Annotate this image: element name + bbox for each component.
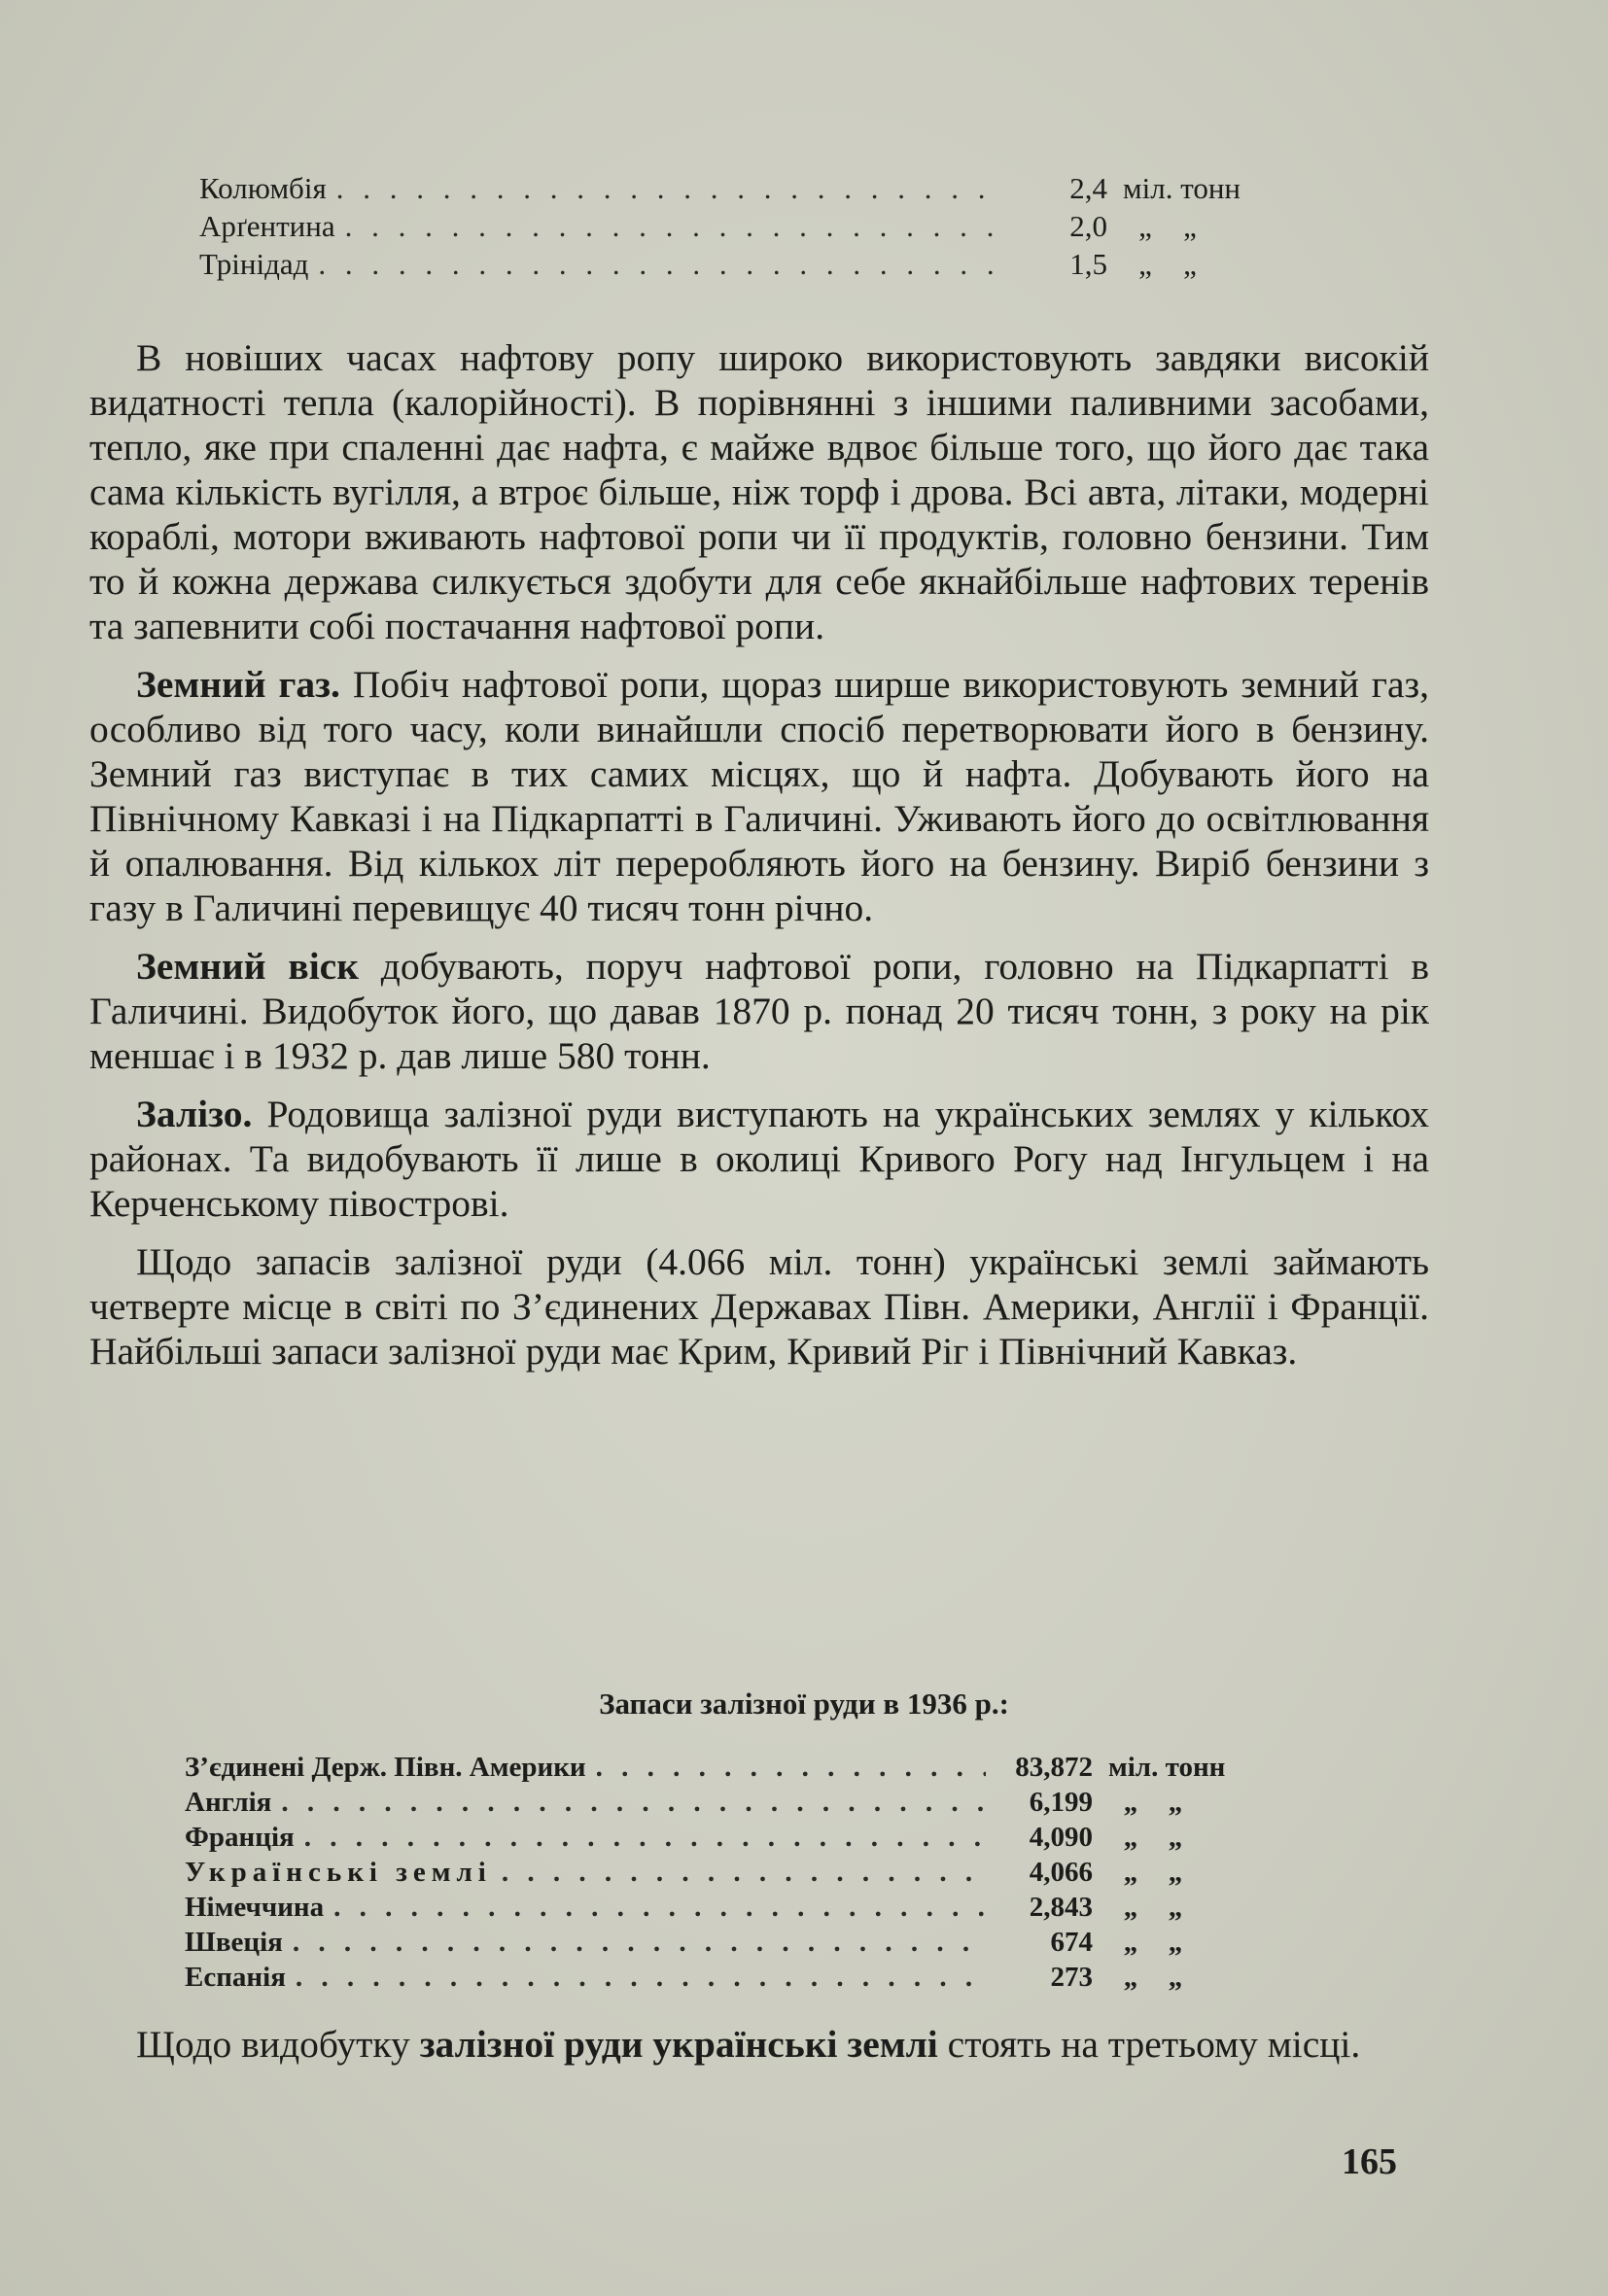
paragraph-iron: Залізо. Родовища залізної руди виступають на українських землях у кількох районах. Та видобувають її лише в околиці Кривого Рогу над Інгульцем і на Керченському півострові.	[89, 1093, 1430, 1225]
leader-dots	[286, 1962, 986, 1994]
leader-dots	[327, 171, 1000, 206]
bold-phrase: залізної руди українські землі	[419, 2023, 938, 2066]
leader-dots	[308, 247, 1000, 282]
production-value: 1,5	[1069, 247, 1107, 281]
reserve-value: 273	[1050, 1962, 1093, 1993]
ditto-marks: „ „	[1123, 1927, 1183, 1958]
country-name: Швеція	[185, 1927, 283, 1958]
reserve-value: 4,066	[1029, 1857, 1093, 1888]
table-row	[185, 1927, 1303, 1962]
paragraph-earth-wax: Земний віск добувають, поруч нафтової ропи, головно на Підкарпатті в Галичині. Видобуток його, що давав 1870 р. понад 20 тисяч тонн, з року на рік меншає і в 1932 р. дав лише 580 тонн.	[89, 945, 1429, 1077]
paragraph-heading: Залізо.	[136, 1093, 253, 1135]
oil-production-table	[199, 171, 1317, 285]
paragraph-heading: Земний віск	[136, 945, 359, 988]
paragraph-natural-gas: Земний газ. Побіч нафтової ропи, щораз ширше використовують земний газ, особливо від того часу, коли винайшли спосіб перетворювати його в бензину. Земний газ виступає в тих самих місцях, що й нафта. Добувають його на Північному Кавказі і на Підкарпатті в Галичині. Уживають його до освітлювання й опалювання. Від кількох літ переробляють його на бензину. Виріб бензини з газу в Галичині перевищує 40 тисяч тонн річно.	[89, 663, 1429, 929]
leader-dots	[335, 209, 1000, 244]
unit-label: міл. тонн	[1123, 171, 1241, 205]
reserve-value: 674	[1050, 1927, 1093, 1958]
country-name: Англія	[185, 1787, 272, 1818]
production-value: 2,4	[1069, 171, 1107, 205]
country-name: Німеччина	[185, 1892, 325, 1923]
table-row	[185, 1752, 1303, 1787]
country-name: Трінідад	[199, 247, 309, 281]
unit-label: міл. тонн	[1108, 1752, 1226, 1783]
table-row	[199, 171, 1317, 209]
leader-dots	[283, 1927, 986, 1959]
reserve-value: 4,090	[1029, 1822, 1093, 1853]
ditto-marks: „ „	[1138, 247, 1197, 281]
leader-dots	[586, 1752, 986, 1784]
table-row	[199, 209, 1317, 247]
country-name: Колюмбія	[199, 171, 327, 205]
table-row	[199, 247, 1317, 285]
reserve-value: 6,199	[1029, 1787, 1093, 1818]
table-row	[185, 1787, 1303, 1822]
leader-dots	[295, 1822, 986, 1854]
table-row	[185, 1892, 1303, 1927]
paragraph-oil: В новіших часах нафтову ропу широко використовують завдяки високій видатності тепла (калорійності). В порівнянні з іншими паливними засобами, тепло, яке при спаленні дає нафта, є майже вдвоє більше того, що його дає така сама кількість вугілля, а втроє більше, ніж торф і дрова. Всі авта, літаки, модерні кораблі, мотори вживають нафтової ропи чи її продуктів, головно бензини. Тим то й кожна держава силкується здобути для себе якнайбільше нафтових теренів та запевнити собі постачання нафтової ропи.	[89, 336, 1429, 647]
country-name: Арґентина	[199, 209, 335, 243]
ditto-marks: „ „	[1123, 1822, 1183, 1853]
leader-dots	[271, 1787, 986, 1819]
body-text	[89, 335, 1429, 1387]
country-name: З’єдинені Держ. Півн. Америки	[185, 1752, 586, 1783]
iron-table-title: Запаси залізної руди в 1936 р.:	[599, 1687, 1009, 1721]
ditto-marks: „ „	[1123, 1857, 1183, 1888]
production-value: 2,0	[1069, 209, 1107, 243]
ditto-marks: „ „	[1123, 1962, 1183, 1993]
leader-dots	[324, 1892, 986, 1924]
iron-reserves-table	[185, 1752, 1303, 1997]
paragraph-iron-reserves: Щодо запасів залізної руди (4.066 міл. тонн) українські землі займають четверте місце в світі по З’єдинених Державах Півн. Америки, Англії і Франції. Найбільші запаси залізної руди має Крим, Кривий Ріг і Північний Кавказ.	[89, 1240, 1429, 1373]
country-name: Франція	[185, 1822, 295, 1853]
reserve-value: 83,872	[1015, 1752, 1093, 1783]
ditto-marks: „ „	[1138, 209, 1197, 243]
table-row	[185, 1822, 1303, 1857]
closing-paragraph: Щодо видобутку залізної руди українські землі стоять на третьому місці.	[136, 2023, 1361, 2066]
page-number: 165	[1342, 2141, 1397, 2182]
ditto-marks: „ „	[1123, 1892, 1183, 1923]
reserve-value: 2,843	[1029, 1892, 1093, 1923]
leader-dots	[492, 1857, 986, 1889]
table-row	[185, 1857, 1303, 1892]
country-name: Еспанія	[185, 1962, 286, 1993]
paragraph-heading: Земний газ.	[136, 663, 340, 706]
country-name: Українські землі	[185, 1857, 492, 1888]
ditto-marks: „ „	[1123, 1787, 1183, 1818]
table-row	[185, 1962, 1303, 1997]
